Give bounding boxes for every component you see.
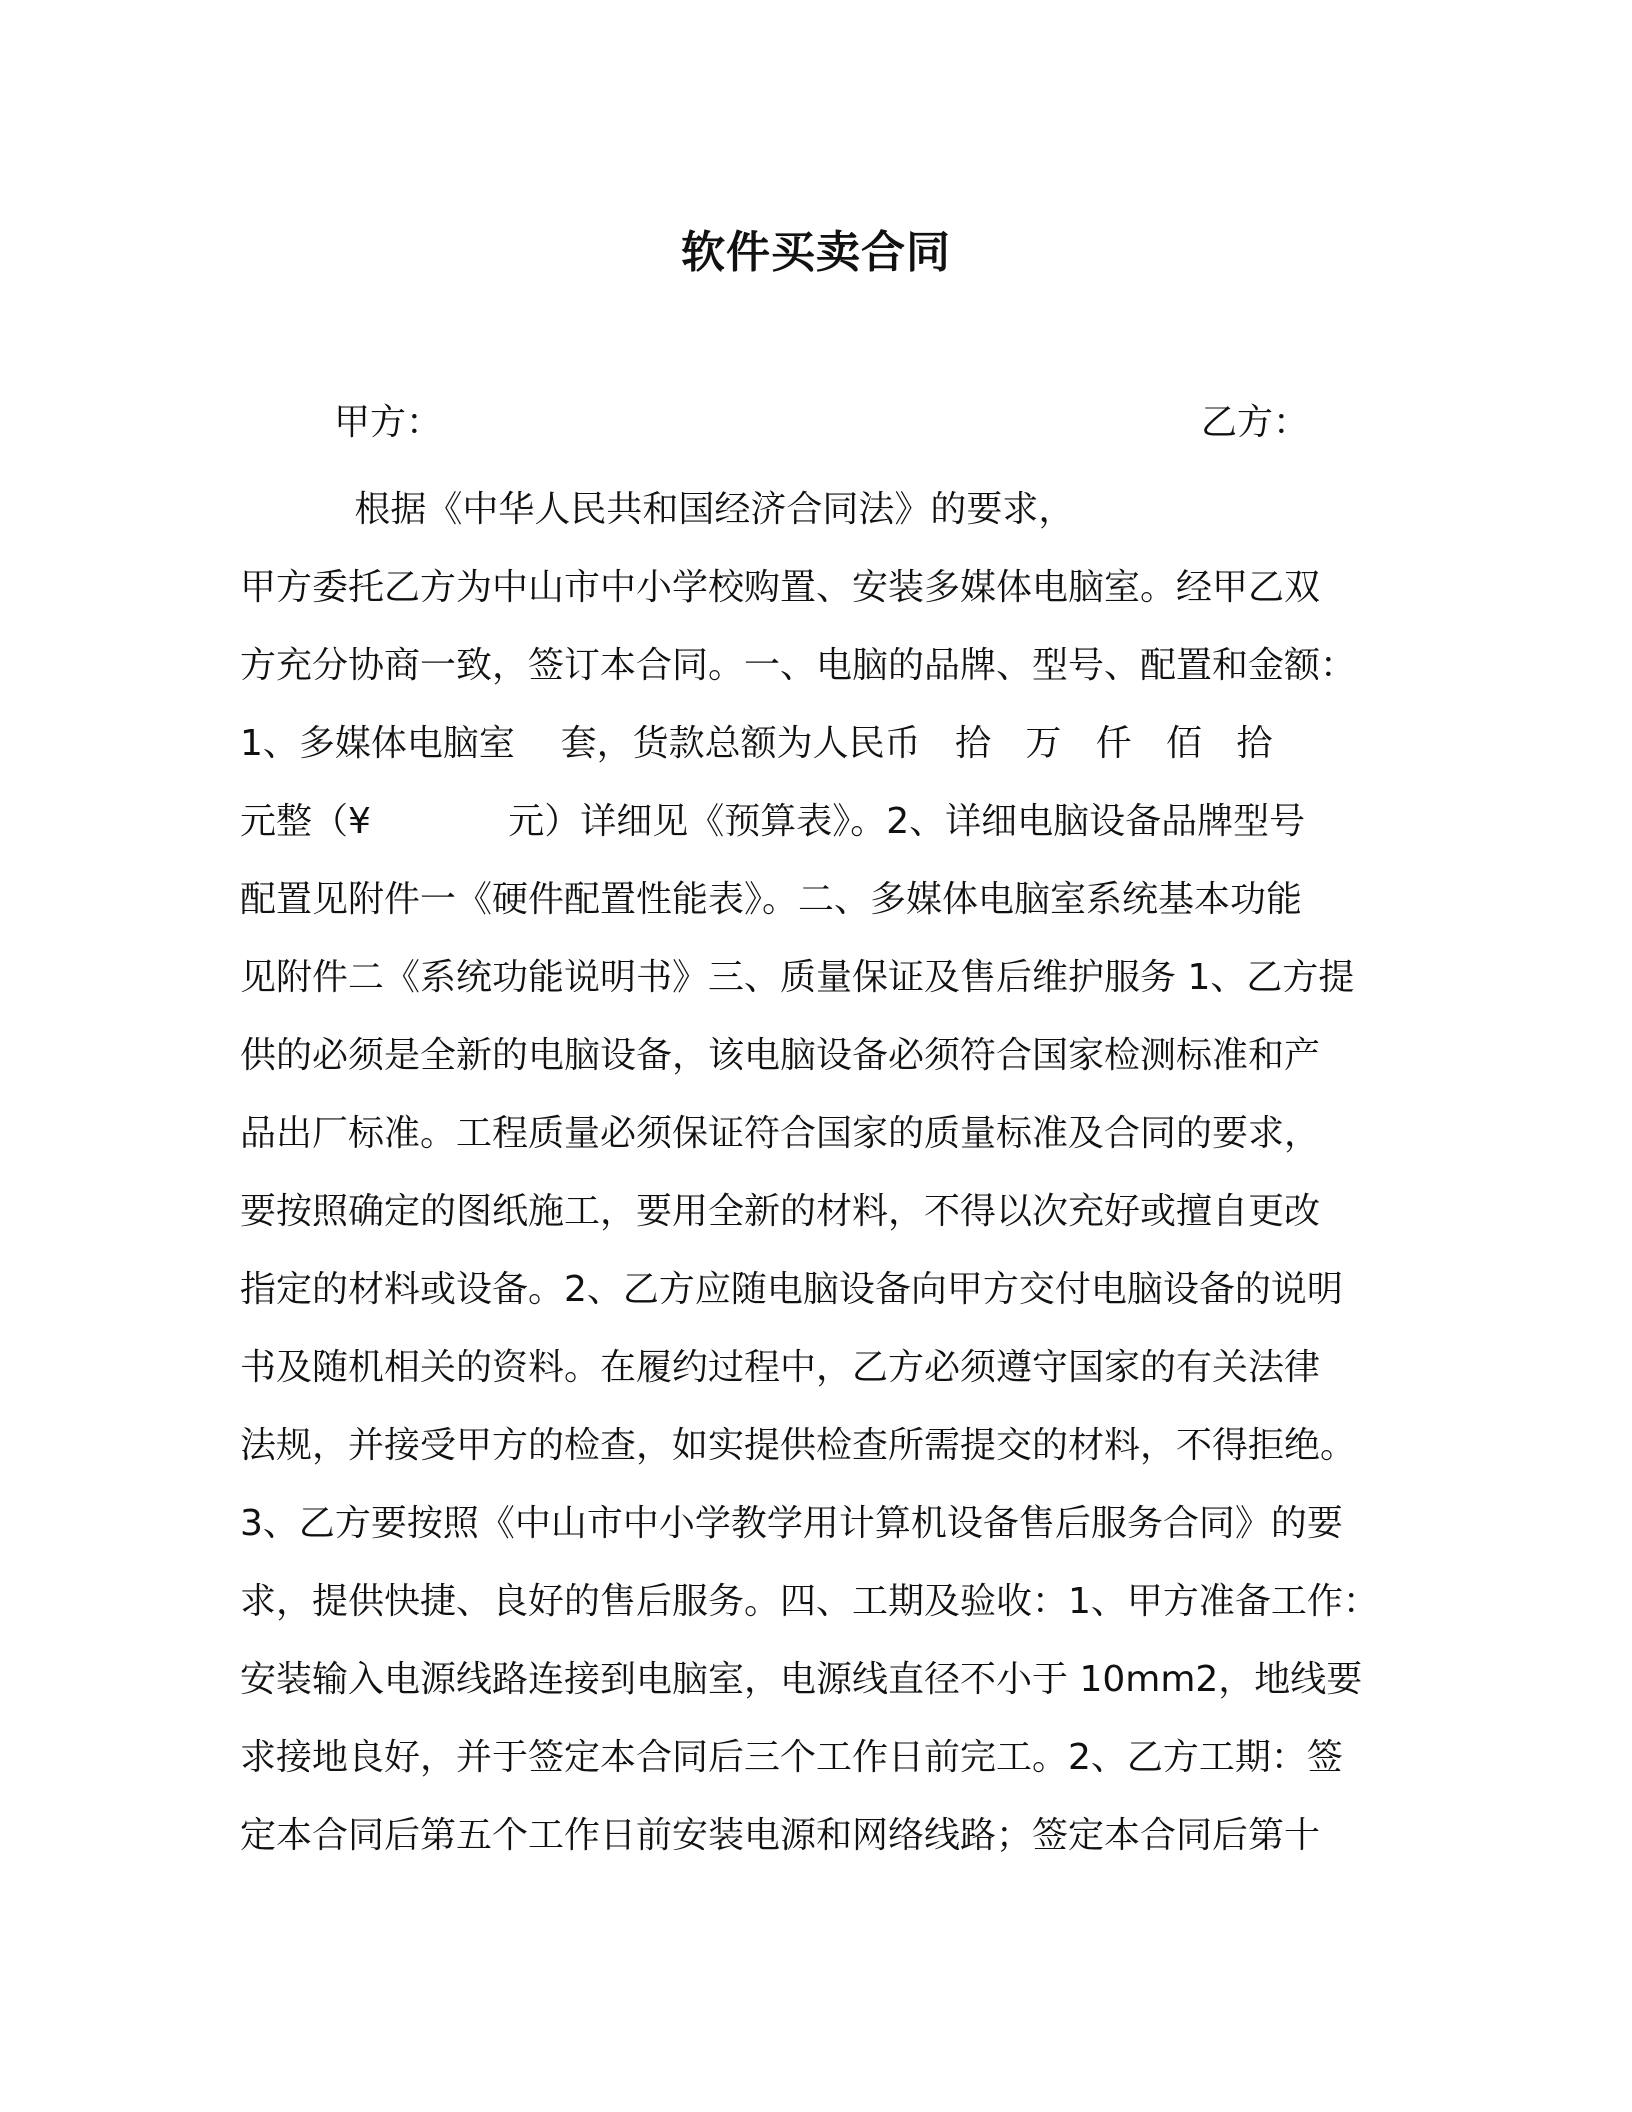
body-line: 方充分协商一致，签订本合同。一、电脑的品牌、型号、配置和金额：: [240, 645, 1357, 686]
party-b-label: 乙方：: [1201, 402, 1310, 443]
body-line: 甲方委托乙方为中山市中小学校购置、安装多媒体电脑室。经甲乙双: [240, 567, 1321, 608]
body-line: 指定的材料或设备。2、乙方应随电脑设备向甲方交付电脑设备的说明: [240, 1269, 1343, 1310]
document-title: 软件买卖合同: [681, 227, 951, 278]
body-line: 要按照确定的图纸施工，要用全新的材料，不得以次充好或擅自更改: [240, 1191, 1321, 1232]
contract-body: [240, 471, 1410, 1875]
body-line: 法规，并接受甲方的检查，如实提供检查所需提交的材料，不得拒绝。: [240, 1425, 1357, 1466]
body-line: 求接地良好，并于签定本合同后三个工作日前完工。2、乙方工期：签: [240, 1737, 1343, 1778]
body-line: 定本合同后第五个工作日前安装电源和网络线路；签定本合同后第十: [240, 1815, 1321, 1856]
body-line: 根据《中华人民共和国经济合同法》的要求，: [240, 489, 1075, 530]
party-a-label: 甲方：: [334, 402, 443, 443]
body-line: 见附件二《系统功能说明书》三、质量保证及售后维护服务 1、乙方提: [240, 957, 1355, 998]
body-line: 品出厂标准。工程质量必须保证符合国家的质量标准及合同的要求，: [240, 1113, 1321, 1154]
body-line: 书及随机相关的资料。在履约过程中，乙方必须遵守国家的有关法律: [240, 1347, 1321, 1388]
body-line: 供的必须是全新的电脑设备，该电脑设备必须符合国家检测标准和产: [240, 1035, 1321, 1076]
body-line: 配置见附件一《硬件配置性能表》。二、多媒体电脑室系统基本功能: [240, 879, 1303, 920]
body-line: 元整（¥ 元）详细见《预算表》。2、详细电脑设备品牌型号: [240, 801, 1306, 842]
body-line: 1、多媒体电脑室 套，货款总额为人民币 拾 万 仟 佰 拾: [240, 723, 1273, 764]
body-line: 求，提供快捷、良好的售后服务。四、工期及验收：1、甲方准备工作：: [240, 1581, 1379, 1622]
body-line: 3、乙方要按照《中山市中小学教学用计算机设备售后服务合同》的要: [240, 1503, 1343, 1544]
body-line: 安装输入电源线路连接到电脑室，电源线直径不小于 10mm2，地线要: [240, 1659, 1363, 1700]
